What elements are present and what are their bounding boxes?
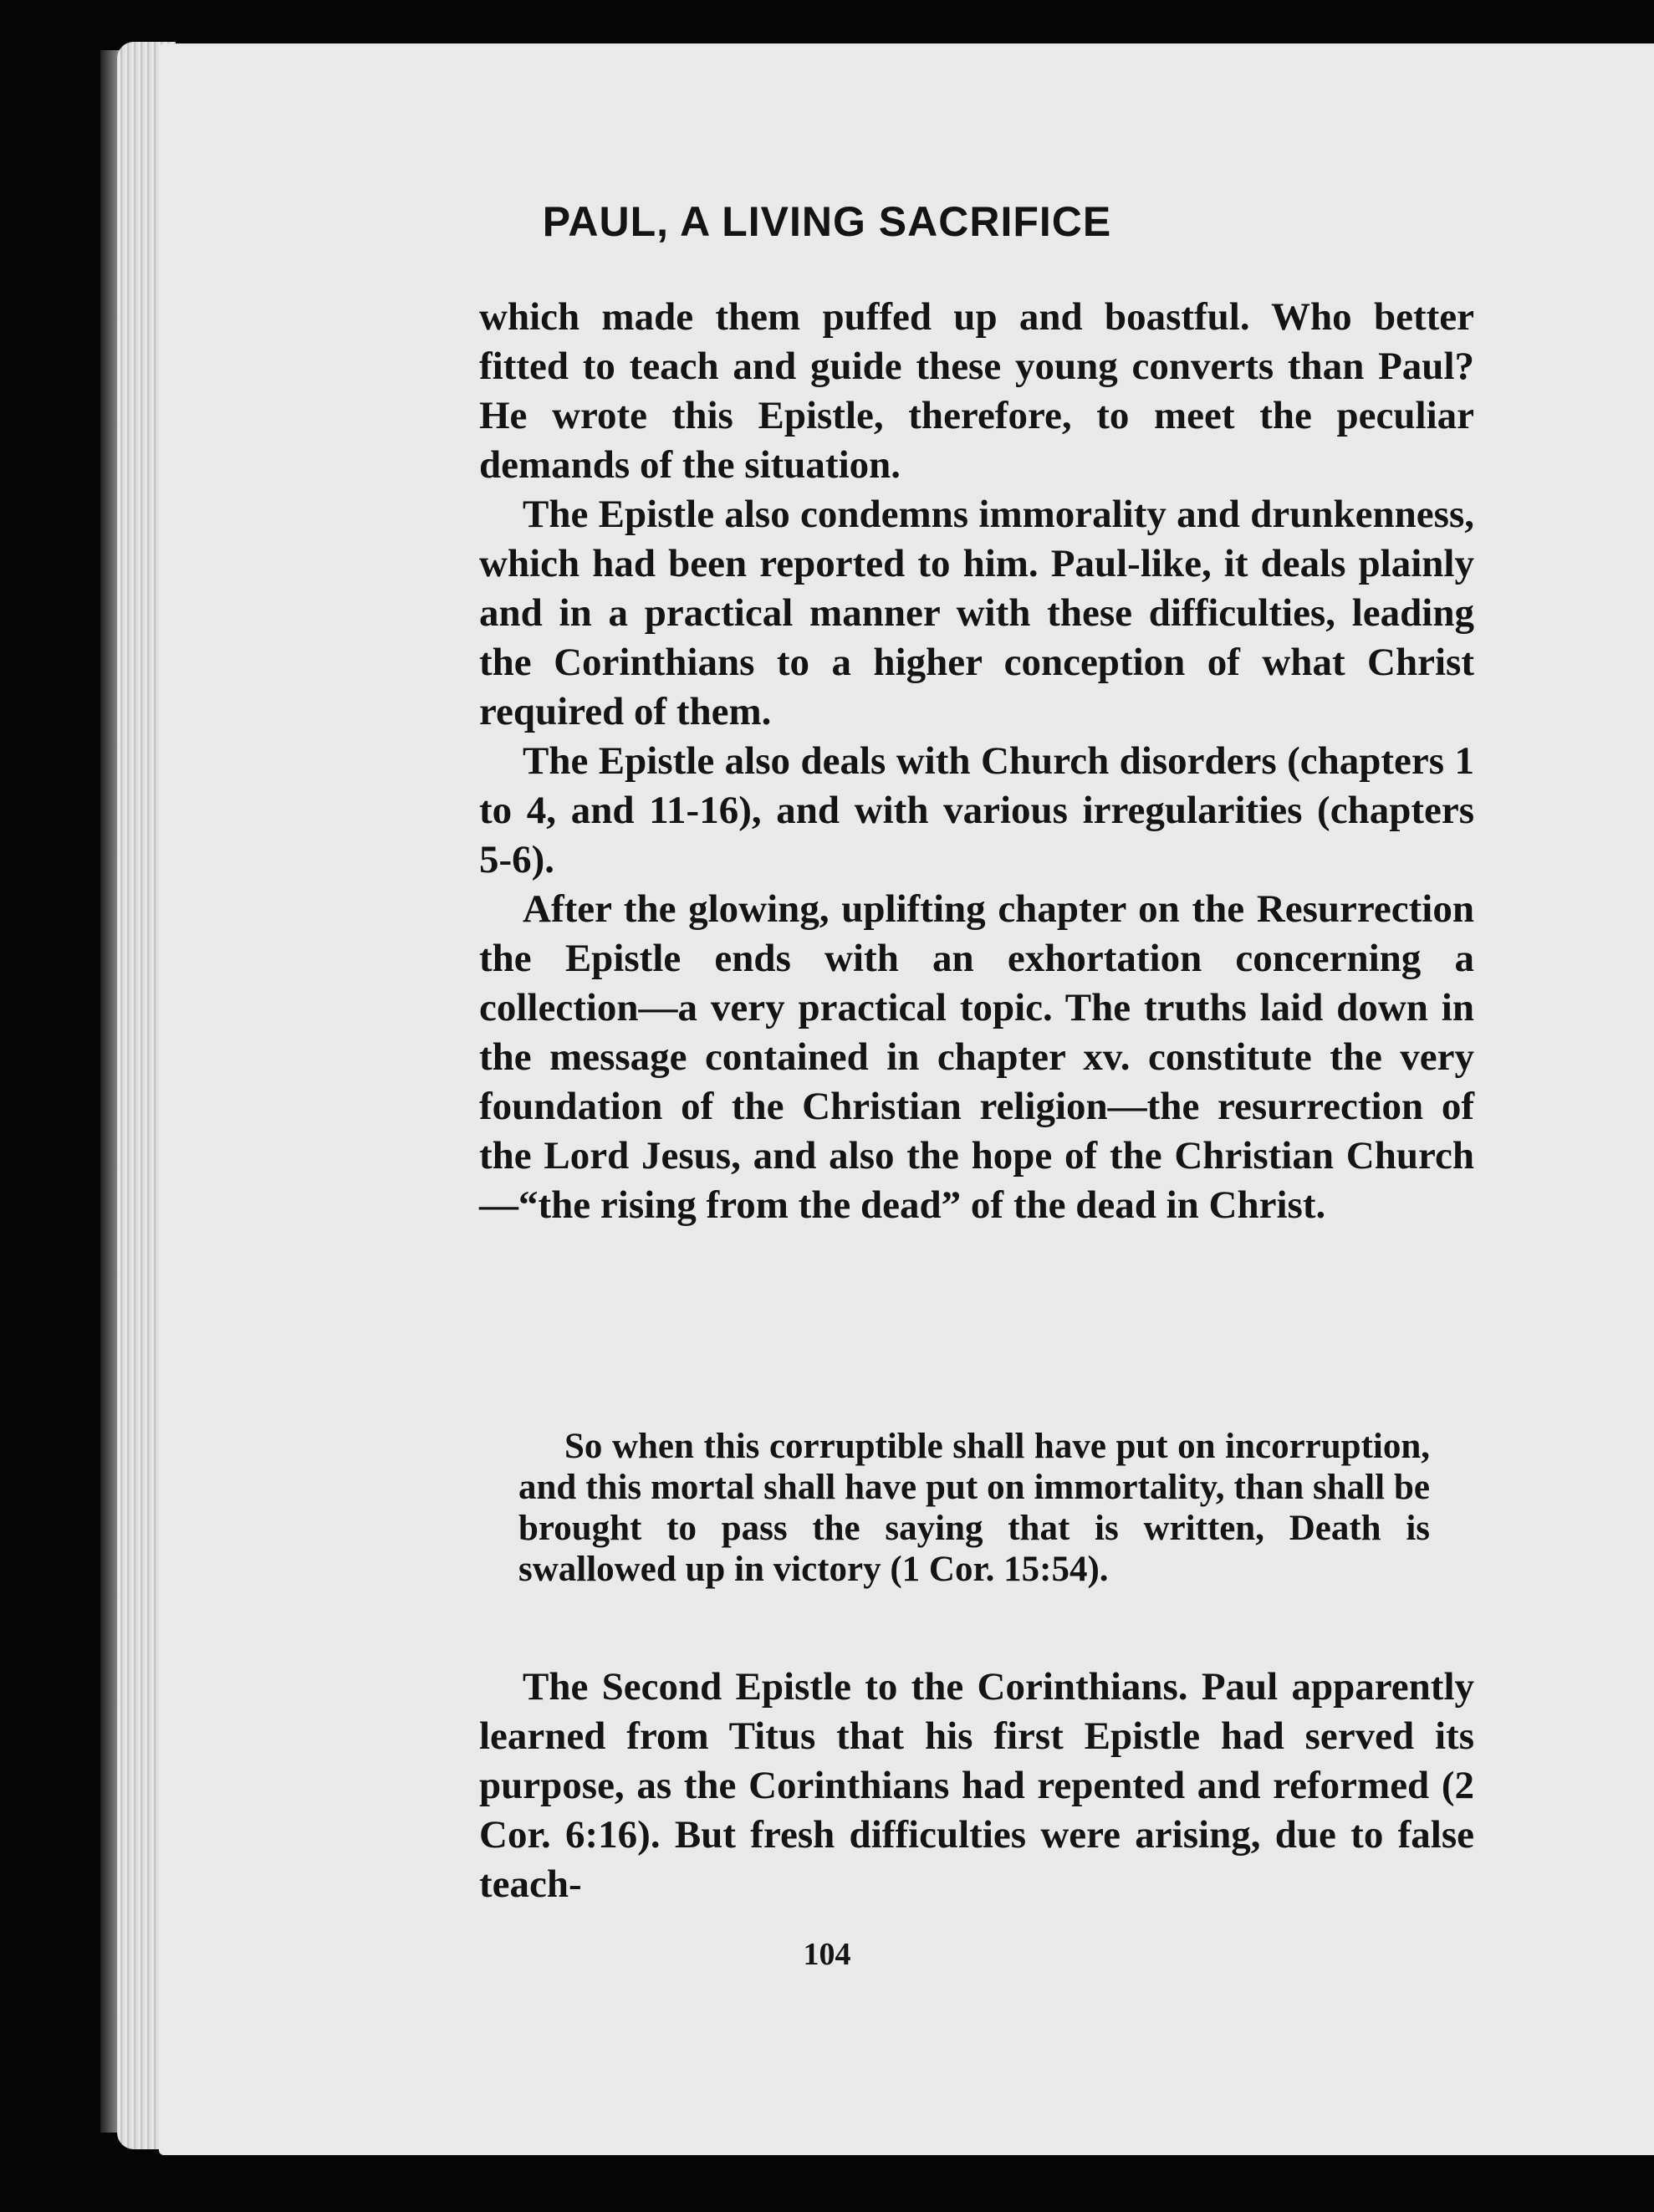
paragraph-1: which made them puffed up and boastful. Who better fitted to teach and guide these young converts than Paul? He wrote this Epistle, therefore, to meet the peculiar demands of the situation. [479, 295, 1474, 487]
paragraph-4: After the glowing, uplifting chapter on the Resurrection the Epistle ends with an exhortation concerning a collection—a very practical topic. The truths laid down in the message contained in chapter xv. constitute the very foundation of the Christian religion—the resurrection of the Lord Jesus, and also the hope of the Christian Church —“the rising from the dead” of the dead in Christ. [479, 887, 1474, 1227]
block-quote: So when this corruptible shall have put on incorruption, and this mortal shall have put on immortality, than shall be brought to pass the saying that is written, Death is swallowed up in victory (1 Cor. 15:54). [518, 1427, 1430, 1589]
paragraph-5 [479, 1663, 1474, 1909]
section-text: Paul apparently learned from Titus that his first Epistle had served its purpose, as the Corinthians had repented and reformed (2 Cor. 6:16). But fresh difficulties were arising, due to false teach- [479, 1665, 1474, 1906]
main-text-block [479, 293, 1474, 1230]
section-text-block [479, 1663, 1474, 1909]
section-title: The Second Epistle to the Corinthians. [523, 1665, 1188, 1709]
paragraph-2: The Epistle also condemns immorality and drunkenness, which had been reported to him. Paul-like, it deals plainly and in a practical manner with these difficulties, leading the Corinthians to a higher conception of what Christ required of them. [479, 493, 1474, 733]
paragraph-3: The Epistle also deals with Church disorders (chapters 1 to 4, and 11-16), and with various irregularities (chapters 5-6). [479, 739, 1474, 881]
page-number: 104 [803, 1937, 851, 1972]
running-header: PAUL, A LIVING SACRIFICE [542, 198, 1112, 245]
